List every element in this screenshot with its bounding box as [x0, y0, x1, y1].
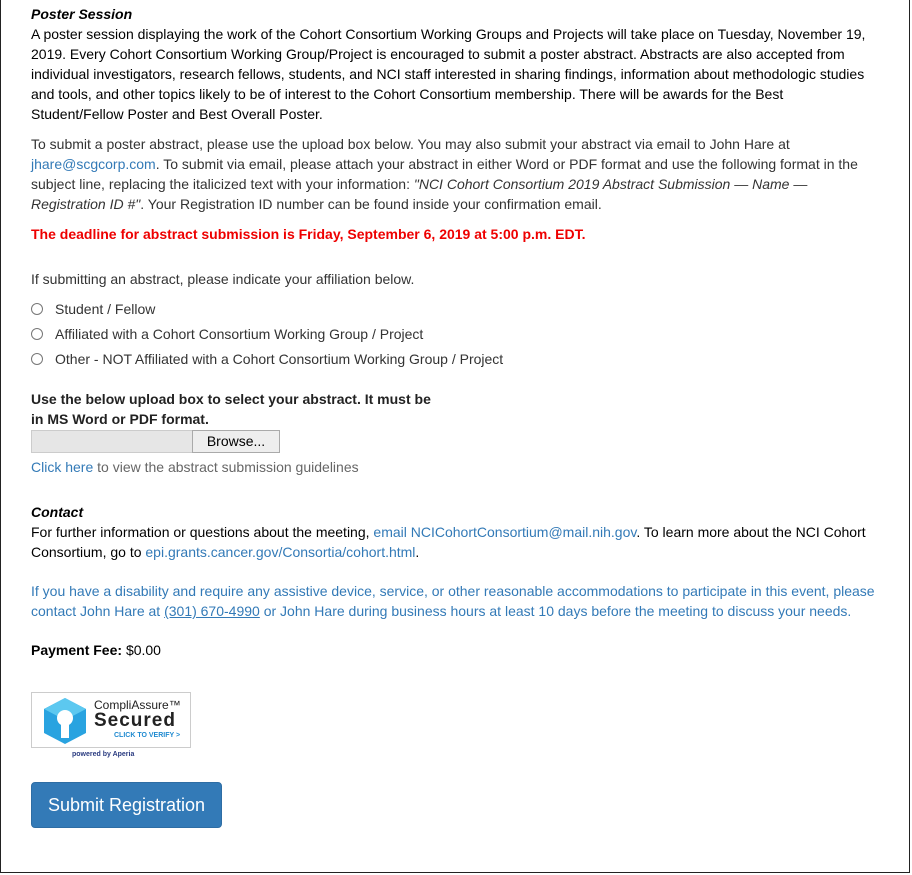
- subject-format: "NCI Cohort Consortium 2019 Abstract Submission — Name — Registration ID #": [31, 176, 808, 212]
- main-content: [31, 4, 876, 815]
- submit-registration-button[interactable]: Submit Registration: [31, 782, 222, 828]
- text: To submit a poster abstract, please use the upload box below. You may also submit your abstract via email to John Hare at: [31, 136, 790, 152]
- radio-circle[interactable]: [31, 303, 43, 315]
- affiliation-prompt: If submitting an abstract, please indicate your affiliation below.: [31, 271, 415, 287]
- radio-label: Other - NOT Affiliated with a Cohort Consortium Working Group / Project: [55, 350, 504, 367]
- badge-secured: Secured: [94, 710, 176, 731]
- poster-heading: Poster Session: [31, 6, 133, 22]
- contact-email-link[interactable]: email NCICohortConsortium@mail.nih.gov: [373, 524, 637, 540]
- badge-verify: CLICK TO VERIFY >: [114, 732, 181, 739]
- email-link[interactable]: jhare@scgcorp.com: [31, 156, 156, 172]
- text: . To learn more about the NCI Cohort Consortium, go to: [31, 524, 866, 560]
- badge-powered-by: powered by Aperia: [72, 751, 135, 758]
- contact-text: [31, 522, 876, 562]
- text: to view the abstract submission guidelines: [93, 459, 359, 475]
- poster-description: A poster session displaying the work of the Cohort Consortium Working Groups and Projects will take place on Tuesday, November 19, 2019. Every Cohort Consortium Working Group/Project is encouraged to submit a poster abstract. Abstracts are also accepted from individual investigators, research fellows, students, and NCI staff interested in sharing findings, information about methodologic studies and tools, and other topics likely to be of interest to the Cohort Consortium membership. There will be awards for the Best Student/Fellow Poster and Best Overall Poster.: [31, 26, 866, 122]
- radio-circle[interactable]: [31, 353, 43, 365]
- radio-not-affiliated[interactable]: [31, 346, 876, 371]
- radio-label: Student / Fellow: [55, 300, 156, 317]
- text: If you have a disability and require any assistive device, service, or other reasonable accommodations to participate in this event, please contact John Hare at: [31, 583, 875, 619]
- radio-circle[interactable]: [31, 328, 43, 340]
- submission-instructions: [31, 134, 876, 214]
- cohort-site-link[interactable]: epi.grants.cancer.gov/Consortia/cohort.html: [145, 544, 416, 560]
- accessibility-notice: [31, 581, 876, 621]
- text: For further information or questions about the meeting,: [31, 524, 374, 540]
- text: .: [415, 544, 420, 560]
- guidelines-line: [31, 457, 876, 477]
- keyhole-cube-icon: [40, 696, 90, 746]
- text: or John Hare during business hours at least 10 days before the meeting to discuss your needs.: [259, 603, 852, 619]
- file-upload[interactable]: [31, 430, 876, 453]
- text: . Your Registration ID number can be found inside your confirmation email.: [140, 196, 602, 212]
- radio-affiliated[interactable]: [31, 321, 876, 346]
- payment-fee: [31, 640, 876, 660]
- file-name-field[interactable]: [31, 430, 192, 453]
- radio-student-fellow[interactable]: [31, 296, 876, 321]
- phone-link[interactable]: (301) 670-4990: [164, 603, 260, 619]
- payment-label: Payment Fee:: [31, 642, 123, 658]
- radio-label: Affiliated with a Cohort Consortium Working Group / Project: [55, 325, 424, 342]
- compliassure-badge[interactable]: [31, 692, 191, 758]
- guidelines-link[interactable]: Click here: [31, 459, 94, 475]
- contact-heading: Contact: [31, 504, 84, 520]
- deadline-notice: The deadline for abstract submission is Friday, September 6, 2019 at 5:00 p.m. EDT.: [31, 226, 586, 242]
- payment-value: $0.00: [125, 642, 161, 658]
- browse-button[interactable]: Browse...: [192, 430, 280, 453]
- text: . To submit via email, please attach your abstract in either Word or PDF format and use the following format in the subject line, replacing the italicized text with your information:: [31, 156, 858, 192]
- badge-brand: CompliAssure™: [94, 698, 181, 712]
- upload-instructions: Use the below upload box to select your abstract. It must be in MS Word or PDF format.: [31, 391, 431, 427]
